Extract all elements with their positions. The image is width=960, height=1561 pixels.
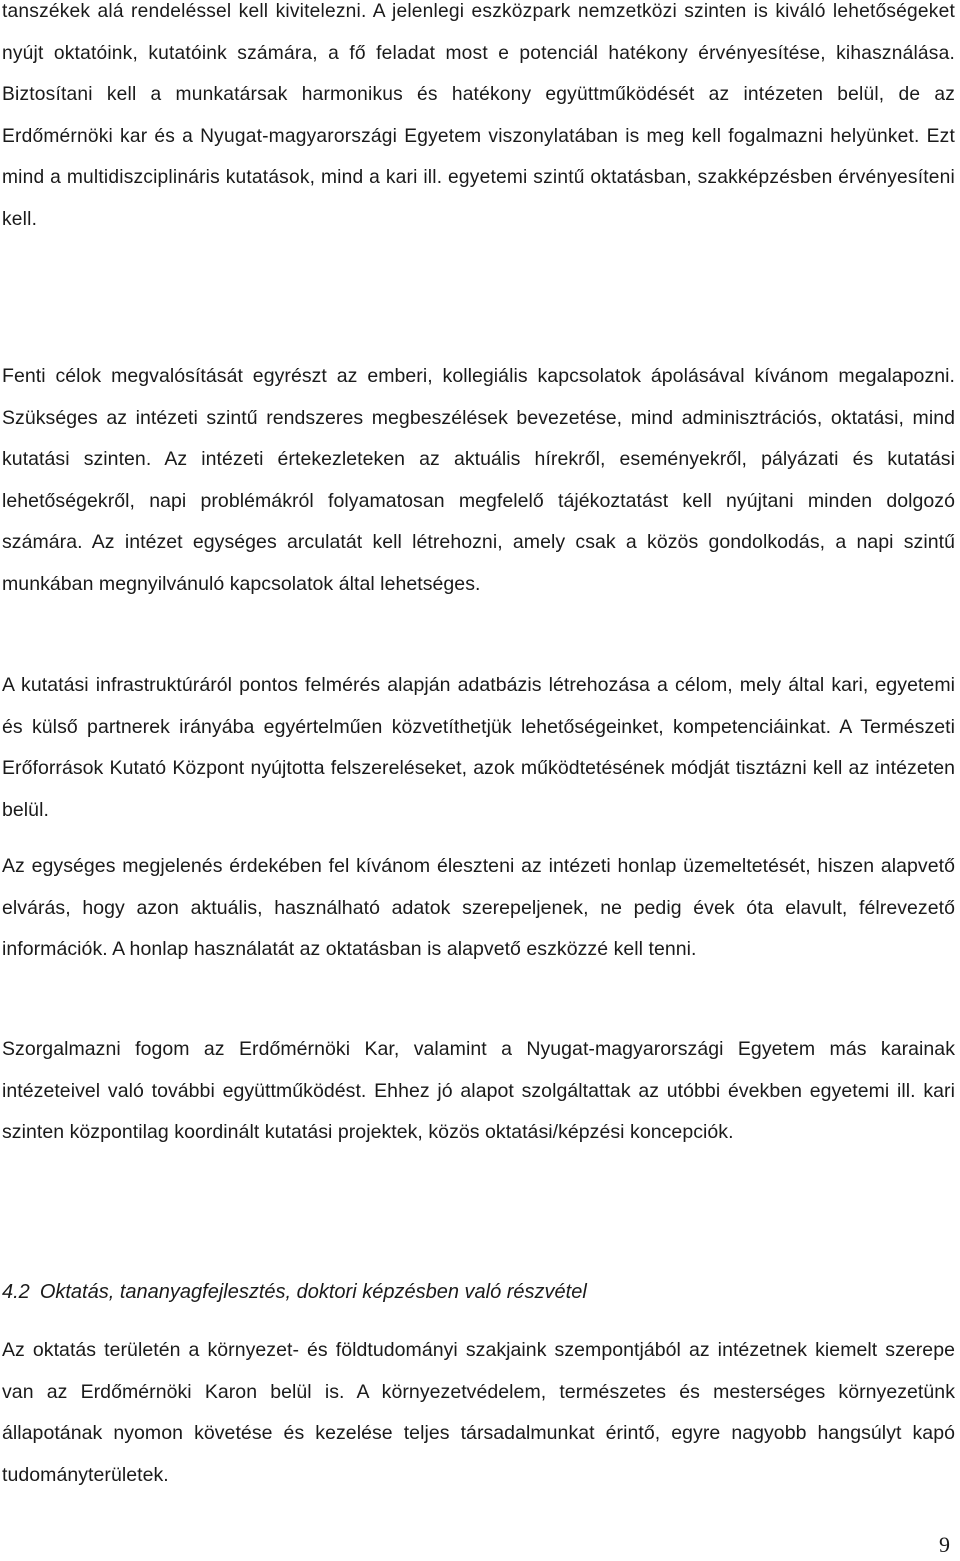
body-paragraph: Fenti célok megvalósítását egyrészt az emberi, kollegiális kapcsolatok ápolásával kívánom megalapozni. Szükséges az intézeti szintű rendszeres megbeszélések bevezetése, mind adminisztrációs, oktatási, mind kutatási szinten. Az intézeti értekezleteken az aktuális hírekről, eseményekről, pályázati és kutatási lehetőségekről, napi problémákról folyamatosan megfelelő tájékoztatást kell nyújtani minden dolgozó számára. Az intézet egységes arculatát kell létrehozni, amely csak a közös gondolkodás, a napi szintű munkában megnyilvánuló kapcsolatok által lehetséges.	[2, 365, 955, 595]
section-title: Oktatás, tananyagfejlesztés, doktori képzésben való részvétel	[39, 1281, 587, 1303]
body-paragraph: tanszékek alá rendeléssel kell kivitelezni. A jelenlegi eszközpark nemzetközi szinten is kiváló lehetőségeket nyújt oktatóink, kutatóink számára, a fő feladat most e potenciál hatékony érvényesítése, kihasználása. Biztosítani kell a munkatársak harmonikus és hatékony együttműködését az intézeten belül, de az Erdőmérnöki kar és a Nyugat-magyarországi Egyetem viszonylatában is meg kell fogalmazni helyünket. Ezt mind a multidiszciplináris kutatások, mind a kari ill. egyetemi szintű oktatásban, szakképzésben érvényesíteni kell.	[2, 1, 955, 230]
section-heading	[2, 1275, 942, 1309]
body-paragraph: Az oktatás területén a környezet- és földtudományi szakjaink szempontjából az intézetnek kiemelt szerepe van az Erdőmérnöki Karon belül is. A környezetvédelem, természetes és mesterséges környezetünk állapotának nyomon követése és kezelése teljes társadalmunkat érintő, egyre nagyobb hangsúlyt kapó tudományterületek.	[2, 1339, 955, 1486]
section-number: 4.2	[2, 1281, 30, 1303]
body-paragraph: A kutatási infrastruktúráról pontos felmérés alapján adatbázis létrehozása a célom, mely által kari, egyetemi és külső partnerek irányába egyértelműen közvetíthetjük lehetőségeinket, kompetenciáinkat. A Természeti Erőforrások Kutató Központ nyújtotta felszereléseket, azok működtetésének módját tisztázni kell az intézeten belül.	[2, 674, 955, 821]
body-paragraph: Az egységes megjelenés érdekében fel kívánom éleszteni az intézeti honlap üzemeltetését, hiszen alapvető elvárás, hogy azon aktuális, használható adatok szerepeljenek, ne pedig évek óta elavult, félrevezető információk. A honlap használatát az oktatásban is alapvető eszközzé kell tenni.	[2, 855, 955, 960]
body-paragraph: Szorgalmazni fogom az Erdőmérnöki Kar, valamint a Nyugat-magyarországi Egyetem más karainak intézeteivel való további együttműködést. Ehhez jó alapot szolgáltattak az utóbbi években egyetemi ill. kari szinten központilag koordinált kutatási projektek, közös oktatási/képzési koncepciók.	[2, 1038, 955, 1143]
page-number: 9	[939, 1532, 950, 1557]
